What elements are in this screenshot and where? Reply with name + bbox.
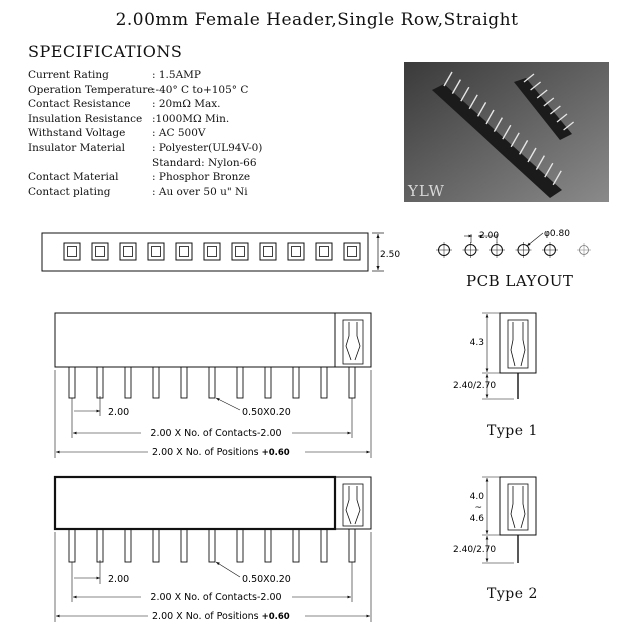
type2-body [55, 477, 335, 529]
type1-positions-text: 2.00 X No. of Positions [152, 447, 259, 458]
top-view-contact-outer [260, 243, 276, 260]
type2-pin [293, 529, 299, 562]
type1-contacts-label: 2.00 X No. of Contacts-2.00 [150, 428, 282, 439]
type1-pin [97, 367, 103, 398]
type2-side-cavity [508, 484, 528, 530]
top-view-contact-outer [176, 243, 192, 260]
pcb-hole-leader [527, 233, 543, 246]
type1-positions-label [152, 447, 290, 458]
top-view-contact-outer [204, 243, 220, 260]
type1-section-cavity [343, 320, 363, 364]
type2-side-height-sep: ~ [474, 503, 482, 513]
type1-pins [69, 367, 355, 398]
specifications-heading: SPECIFICATIONS [28, 42, 183, 61]
type2-pin [265, 529, 271, 562]
type2-pin [153, 529, 159, 562]
top-view-contact-inner [152, 247, 161, 257]
top-view-contacts [64, 243, 360, 260]
type1-side-pin-label: 2.40/2.70 [453, 381, 497, 391]
top-view [42, 233, 400, 271]
top-view-contact-outer [92, 243, 108, 260]
type1-side-height-label: 4.3 [469, 338, 484, 348]
top-view-contact-outer [120, 243, 136, 260]
top-view-contact-inner [208, 247, 217, 257]
type2-contacts-label: 2.00 X No. of Contacts-2.00 [150, 592, 282, 603]
type1-pitch-label: 2.00 [108, 407, 130, 418]
type2-pin [209, 529, 215, 562]
top-view-contact-inner [236, 247, 245, 257]
spec-value: : AC 500V [152, 127, 206, 140]
top-view-contact-inner [68, 247, 77, 257]
type2-pin-size-label: 0.50X0.20 [242, 574, 291, 585]
type2-side-contact [511, 486, 525, 528]
type2-side-height-a-label: 4.0 [469, 492, 484, 502]
type1-side-body [500, 313, 536, 373]
type1-pin-size-label: 0.50X0.20 [242, 407, 291, 418]
type2-positions-extra: +0.60 [261, 612, 290, 622]
type2-side-height-b-label: 4.6 [469, 514, 484, 524]
type1-pin-leader [216, 398, 240, 410]
type1-pin [293, 367, 299, 398]
type1-label: Type 1 [487, 423, 538, 439]
type2-pins [69, 529, 355, 562]
type1-pin [265, 367, 271, 398]
type2-pin [181, 529, 187, 562]
spec-label: Current Rating [28, 69, 109, 81]
type1-pin [209, 367, 215, 398]
type2-positions-label [152, 611, 290, 622]
top-view-contact-outer [64, 243, 80, 260]
spec-value: : Polyester(UL94V-0) [152, 141, 263, 154]
type2-pitch-label: 2.00 [108, 574, 130, 585]
type1-positions-extra: +0.60 [261, 448, 290, 458]
top-view-contact-inner [348, 247, 357, 257]
type2-pin-leader [216, 562, 240, 577]
type1-pin [181, 367, 187, 398]
type2-section [335, 477, 371, 529]
type1-pin [321, 367, 327, 398]
type2-pin [97, 529, 103, 562]
type2-side-body [500, 477, 536, 535]
type1-side-cavity [508, 320, 528, 368]
spec-value: :1000MΩ Min. [152, 112, 230, 125]
type2-front-view [55, 477, 371, 622]
type2-pin [69, 529, 75, 562]
pcb-hole-dia-label: φ0.80 [544, 229, 570, 239]
pcb-layout-label: PCB LAYOUT [466, 272, 574, 290]
spec-value: :-40° C to+105° C [152, 83, 249, 96]
type2-label: Type 2 [487, 586, 538, 602]
type1-section [335, 313, 371, 367]
spec-label: Withstand Voltage [28, 127, 126, 140]
pcb-pitch-label: 2.00 [479, 231, 500, 241]
type2-side-view [453, 477, 536, 563]
type2-pin [125, 529, 131, 562]
top-view-contact-outer [232, 243, 248, 260]
top-view-height-label: 2.50 [380, 250, 401, 260]
type1-pin [125, 367, 131, 398]
type1-side-contact [511, 322, 525, 366]
top-view-contact-inner [320, 247, 329, 257]
type1-side-view [453, 313, 536, 399]
pcb-holes [436, 242, 591, 258]
top-view-contact-outer [148, 243, 164, 260]
type1-body [55, 313, 335, 367]
top-view-contact-inner [180, 247, 189, 257]
spec-value: Standard: Nylon-66 [152, 156, 257, 169]
spec-value: : Phosphor Bronze [152, 171, 251, 184]
spec-label: Contact plating [28, 185, 111, 198]
spec-label: Contact Material [28, 171, 119, 184]
photo-watermark: YLW [408, 182, 445, 200]
spec-label: Operation Temperature [28, 83, 154, 96]
spec-value: : 1.5AMP [152, 69, 201, 81]
type1-pin [349, 367, 355, 398]
type2-section-cavity [343, 484, 363, 526]
type1-section-contact [346, 322, 360, 360]
type1-pin [153, 367, 159, 398]
page-title: 2.00mm Female Header,Single Row,Straight [115, 10, 519, 30]
top-view-contact-outer [316, 243, 332, 260]
top-view-contact-outer [344, 243, 360, 260]
type1-pin [69, 367, 75, 398]
spec-value: : 20mΩ Max. [152, 98, 221, 111]
top-view-contact-outer [288, 243, 304, 260]
type1-front-view [55, 313, 371, 458]
top-view-contact-inner [264, 247, 273, 257]
pcb-layout-drawing [436, 229, 591, 258]
type2-side-pin-label: 2.40/2.70 [453, 545, 497, 555]
spec-value: : Au over 50 u" Ni [152, 185, 248, 198]
type2-section-contact [346, 486, 360, 524]
spec-label: Insulation Resistance [28, 112, 143, 125]
top-view-contact-inner [96, 247, 105, 257]
top-view-contact-inner [292, 247, 301, 257]
type2-pin [349, 529, 355, 562]
type2-pin [321, 529, 327, 562]
type1-pin [237, 367, 243, 398]
spec-label: Insulator Material [28, 141, 126, 154]
top-view-contact-inner [124, 247, 133, 257]
spec-label: Contact Resistance [28, 98, 131, 111]
type2-pin [237, 529, 243, 562]
type2-positions-text: 2.00 X No. of Positions [152, 611, 259, 622]
